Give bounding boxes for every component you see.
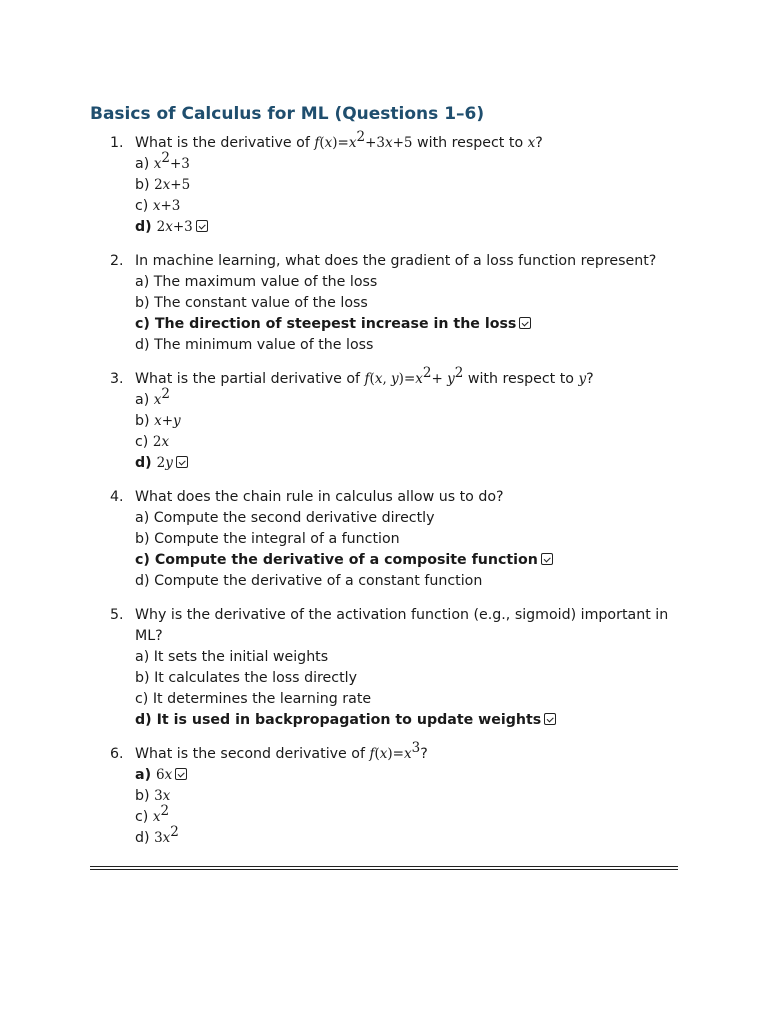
text-run: Compute the second derivative directly: [153, 510, 435, 526]
math-symbol: x: [415, 371, 423, 387]
math-exponent: 2: [422, 365, 432, 381]
math-symbol: y: [165, 455, 173, 471]
question-line: [110, 487, 670, 508]
text-run: In machine learning, what does the gradient of a loss function represent?: [135, 253, 657, 269]
option-label: b): [135, 531, 155, 547]
option-label: c): [135, 434, 153, 450]
answer-option: [135, 824, 670, 849]
text-run: Compute the derivative of a constant function: [154, 573, 483, 589]
math-operator: ): [398, 371, 404, 387]
math-symbol: x: [403, 746, 412, 762]
math-operator: +3: [160, 198, 181, 214]
text-run: Compute the integral of a function: [154, 531, 400, 547]
math-exponent: 2: [161, 150, 170, 166]
text-run: What does the chain rule in calculus allow us to do?: [135, 489, 504, 505]
text-run: ?: [586, 371, 594, 387]
text-run: The direction of steepest increase in the loss: [154, 316, 517, 332]
question-line: [110, 740, 670, 765]
answer-option: [135, 571, 670, 592]
divider-bottom: [90, 869, 678, 870]
text-run: The constant value of the loss: [154, 295, 368, 311]
text-run: Compute the derivative of a composite function: [154, 552, 538, 568]
math-operator: +3: [169, 156, 190, 172]
math-symbol: x: [162, 788, 171, 804]
math-symbol: y: [173, 413, 181, 429]
math-symbol: x: [348, 135, 357, 151]
answer-option-correct: [135, 314, 670, 335]
answer-option: [135, 786, 670, 807]
math-operator: ): [332, 135, 338, 151]
math-operator: 3: [154, 788, 163, 804]
option-label: d): [135, 337, 155, 353]
math-exponent: 2: [454, 365, 464, 381]
question-line: [110, 605, 670, 647]
math-operator: (: [369, 371, 375, 387]
option-label: a): [135, 510, 154, 526]
math-exponent: 3: [411, 740, 421, 756]
math-operator: 2: [152, 434, 162, 450]
answer-option: [135, 689, 670, 710]
text-run: What is the second derivative of: [135, 746, 370, 762]
math-exponent: 2: [161, 386, 170, 402]
math-operator: +: [161, 413, 173, 429]
option-label: c): [135, 809, 153, 825]
option-label: c): [135, 691, 153, 707]
text-run: It calculates the loss directly: [154, 670, 357, 686]
math-exponent: 2: [160, 803, 170, 819]
math-operator: =: [403, 371, 416, 387]
math-operator: ): [387, 746, 393, 762]
answer-option: [135, 196, 670, 217]
question-text: [135, 605, 670, 647]
question-text: [135, 129, 670, 154]
text-run: Why is the derivative of the activation function (e.g., sigmoid) important in ML?: [135, 607, 669, 644]
text-run: It is used in backpropagation to update weights: [156, 712, 542, 728]
math-symbol: f: [369, 746, 375, 762]
answer-option: [135, 150, 670, 175]
math-operator: (: [319, 135, 325, 151]
math-operator: =: [392, 746, 404, 762]
question-number: 6.: [110, 746, 124, 762]
checkbox-checked-icon: [519, 317, 531, 329]
answer-option: [135, 668, 670, 689]
question-text: [135, 251, 670, 272]
option-label: d): [135, 455, 157, 471]
option-label: b): [135, 788, 155, 804]
answer-option-correct: [135, 217, 670, 238]
math-operator: +3: [172, 219, 193, 235]
math-operator: =: [337, 135, 349, 151]
answer-option-correct: [135, 453, 670, 474]
text-run: It sets the initial weights: [153, 649, 329, 665]
math-symbol: x: [153, 156, 162, 172]
math-exponent: 2: [356, 129, 366, 145]
option-label: d): [135, 219, 157, 235]
question-line: [110, 251, 670, 272]
math-symbol: x: [152, 809, 161, 825]
math-symbol: x: [324, 135, 333, 151]
option-label: c): [135, 198, 153, 214]
math-operator: (: [374, 746, 380, 762]
math-symbol: x: [527, 135, 536, 151]
checkbox-checked-icon: [541, 553, 553, 565]
math-symbol: x: [152, 198, 161, 214]
checkbox-checked-icon: [544, 713, 556, 725]
math-symbol: x: [153, 392, 162, 408]
option-label: a): [135, 392, 154, 408]
option-label: d): [135, 573, 155, 589]
answer-option: [135, 272, 670, 293]
math-symbol: y: [447, 371, 455, 387]
answer-option: [135, 803, 670, 828]
math-operator: 2: [156, 455, 166, 471]
checkbox-checked-icon: [175, 768, 187, 780]
math-symbol: y: [391, 371, 399, 387]
text-run: The minimum value of the loss: [154, 337, 374, 353]
text-run: ?: [535, 135, 543, 151]
page-title: Basics of Calculus for ML (Questions 1–6): [90, 104, 485, 124]
question-number: 2.: [110, 253, 124, 269]
math-operator: +5: [170, 177, 191, 193]
answer-option: [135, 647, 670, 668]
math-symbol: f: [314, 135, 320, 151]
option-label: d): [135, 830, 155, 846]
answer-option: [135, 432, 670, 453]
text-run: with respect to: [463, 371, 579, 387]
math-operator: 2: [156, 219, 166, 235]
option-label: c): [135, 552, 155, 568]
question-item: [110, 740, 670, 849]
option-label: a): [135, 767, 156, 783]
math-symbol: x: [165, 219, 173, 235]
math-symbol: x: [161, 434, 170, 450]
text-run: It determines the learning rate: [152, 691, 372, 707]
text-run: What is the derivative of: [135, 135, 315, 151]
answer-option: [135, 335, 670, 356]
answer-option-correct: [135, 765, 670, 786]
option-label: b): [135, 177, 155, 193]
answer-option: [135, 175, 670, 196]
math-symbol: x: [162, 177, 171, 193]
answer-option-correct: [135, 550, 670, 571]
math-operator: +: [431, 371, 448, 387]
math-operator: +5: [392, 135, 413, 151]
question-text: [135, 740, 670, 765]
text-run: with respect to: [412, 135, 528, 151]
question-line: [110, 365, 670, 390]
answer-option: [135, 508, 670, 529]
option-label: b): [135, 413, 155, 429]
question-item: [110, 129, 670, 238]
text-run: ?: [420, 746, 428, 762]
question-text: [135, 487, 670, 508]
question-item: [110, 605, 670, 731]
question-list: [110, 129, 670, 862]
option-label: b): [135, 295, 155, 311]
math-symbol: f: [364, 371, 370, 387]
question-item: [110, 251, 670, 356]
math-symbol: x: [162, 830, 171, 846]
math-operator: 3: [154, 830, 163, 846]
question-number: 1.: [110, 135, 124, 151]
question-line: [110, 129, 670, 154]
option-label: a): [135, 274, 154, 290]
math-symbol: x: [379, 746, 388, 762]
math-operator: +3: [365, 135, 385, 151]
option-label: a): [135, 156, 154, 172]
question-item: [110, 487, 670, 592]
checkbox-checked-icon: [176, 456, 188, 468]
math-operator: 6: [156, 767, 165, 783]
answer-option: [135, 293, 670, 314]
answer-option: [135, 411, 670, 432]
math-operator: 2: [154, 177, 163, 193]
divider-top: [90, 866, 678, 867]
math-symbol: x: [164, 767, 173, 783]
answer-option: [135, 386, 670, 411]
answer-option: [135, 529, 670, 550]
question-number: 3.: [110, 371, 124, 387]
text-run: What is the partial derivative of: [135, 371, 365, 387]
math-symbol: x: [154, 413, 162, 429]
answer-option-correct: [135, 710, 670, 731]
question-text: [135, 365, 670, 390]
question-number: 5.: [110, 607, 124, 623]
math-symbol: x: [384, 135, 393, 151]
option-label: b): [135, 670, 155, 686]
option-label: c): [135, 316, 155, 332]
question-item: [110, 365, 670, 474]
option-label: a): [135, 649, 154, 665]
option-label: d): [135, 712, 157, 728]
question-number: 4.: [110, 489, 124, 505]
text-run: The maximum value of the loss: [153, 274, 378, 290]
math-symbol: y: [578, 371, 587, 387]
math-exponent: 2: [170, 824, 179, 840]
math-operator: ,: [382, 371, 392, 387]
checkbox-checked-icon: [196, 220, 208, 232]
math-symbol: x: [374, 371, 383, 387]
